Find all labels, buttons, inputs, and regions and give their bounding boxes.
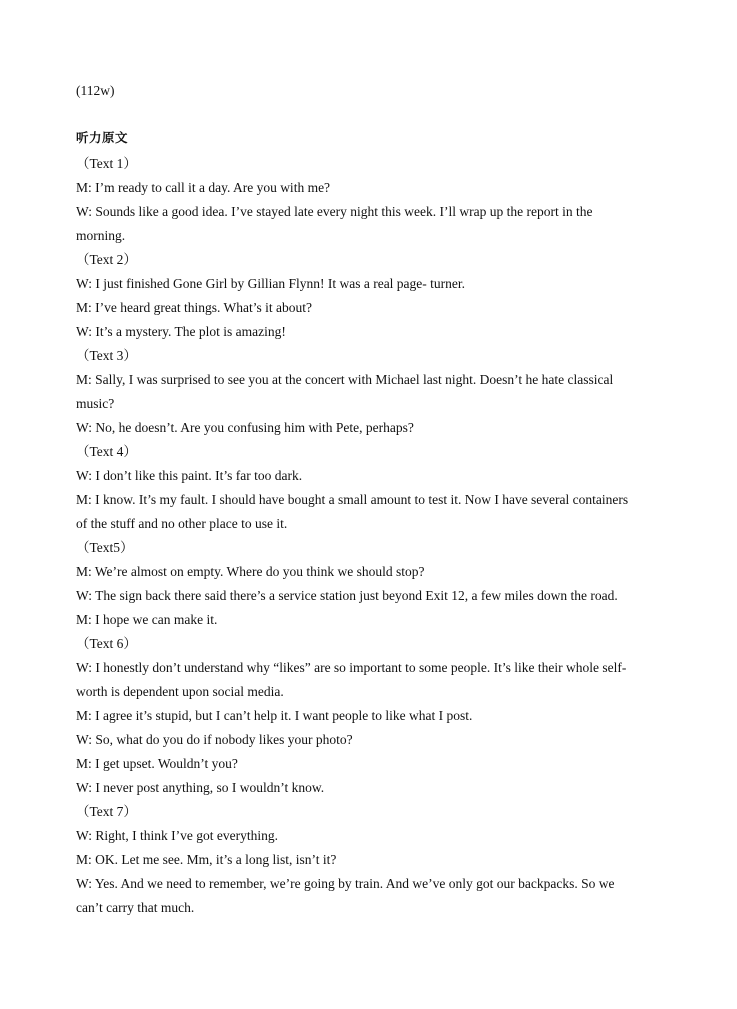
- text-heading: （Text 3）: [76, 348, 137, 363]
- transcript-line: M: I agree it’s stupid, but I can’t help it. I want people to like what I post.: [76, 708, 473, 723]
- transcript-line: worth is dependent upon social media.: [76, 684, 284, 699]
- text-heading: （Text5）: [76, 540, 134, 555]
- transcript-line: M: I get upset. Wouldn’t you?: [76, 756, 238, 771]
- transcript-line: W: Sounds like a good idea. I’ve stayed late every night this week. I’ll wrap up the report in the: [76, 204, 593, 219]
- transcript-line: W: Yes. And we need to remember, we’re going by train. And we’ve only got our backpacks. So we: [76, 876, 615, 891]
- transcript-line: W: No, he doesn’t. Are you confusing him with Pete, perhaps?: [76, 420, 414, 435]
- transcript-line: M: Sally, I was surprised to see you at the concert with Michael last night. Doesn’t he hate classical: [76, 372, 614, 387]
- transcript-line: W: The sign back there said there’s a service station just beyond Exit 12, a few miles down the road.: [76, 588, 618, 603]
- text-heading: （Text 1）: [76, 156, 137, 171]
- transcript-line: M: OK. Let me see. Mm, it’s a long list, isn’t it?: [76, 852, 337, 867]
- text-heading: （Text 6）: [76, 636, 137, 651]
- transcript-line: W: I don’t like this paint. It’s far too dark.: [76, 468, 303, 483]
- transcript-line: music?: [76, 396, 115, 411]
- transcript-line: M: I’m ready to call it a day. Are you with me?: [76, 180, 331, 195]
- transcript-line: morning.: [76, 228, 126, 243]
- transcript-line: M: We’re almost on empty. Where do you think we should stop?: [76, 564, 425, 579]
- transcript-line: of the stuff and no other place to use it.: [76, 516, 288, 531]
- text-heading: （Text 2）: [76, 252, 137, 267]
- transcript-line: W: I never post anything, so I wouldn’t know.: [76, 780, 325, 795]
- transcript-line: W: Right, I think I’ve got everything.: [76, 828, 278, 843]
- transcript-line: M: I hope we can make it.: [76, 612, 218, 627]
- transcript-line: M: I’ve heard great things. What’s it about?: [76, 300, 312, 315]
- transcript-line: M: I know. It’s my fault. I should have bought a small amount to test it. Now I have several containers: [76, 492, 629, 507]
- transcript-line: W: It’s a mystery. The plot is amazing!: [76, 324, 286, 339]
- word-count: (112w): [76, 83, 115, 98]
- transcript-line: can’t carry that much.: [76, 900, 195, 915]
- transcript-line: W: I just finished Gone Girl by Gillian Flynn! It was a real page- turner.: [76, 276, 466, 291]
- section-title: 听力原文: [76, 130, 129, 145]
- text-heading: （Text 4）: [76, 444, 137, 459]
- transcript-line: W: So, what do you do if nobody likes your photo?: [76, 732, 353, 747]
- text-heading: （Text 7）: [76, 804, 137, 819]
- transcript-line: W: I honestly don’t understand why “likes” are so important to some people. It’s like their whole self-: [76, 660, 627, 675]
- transcript: [76, 152, 656, 920]
